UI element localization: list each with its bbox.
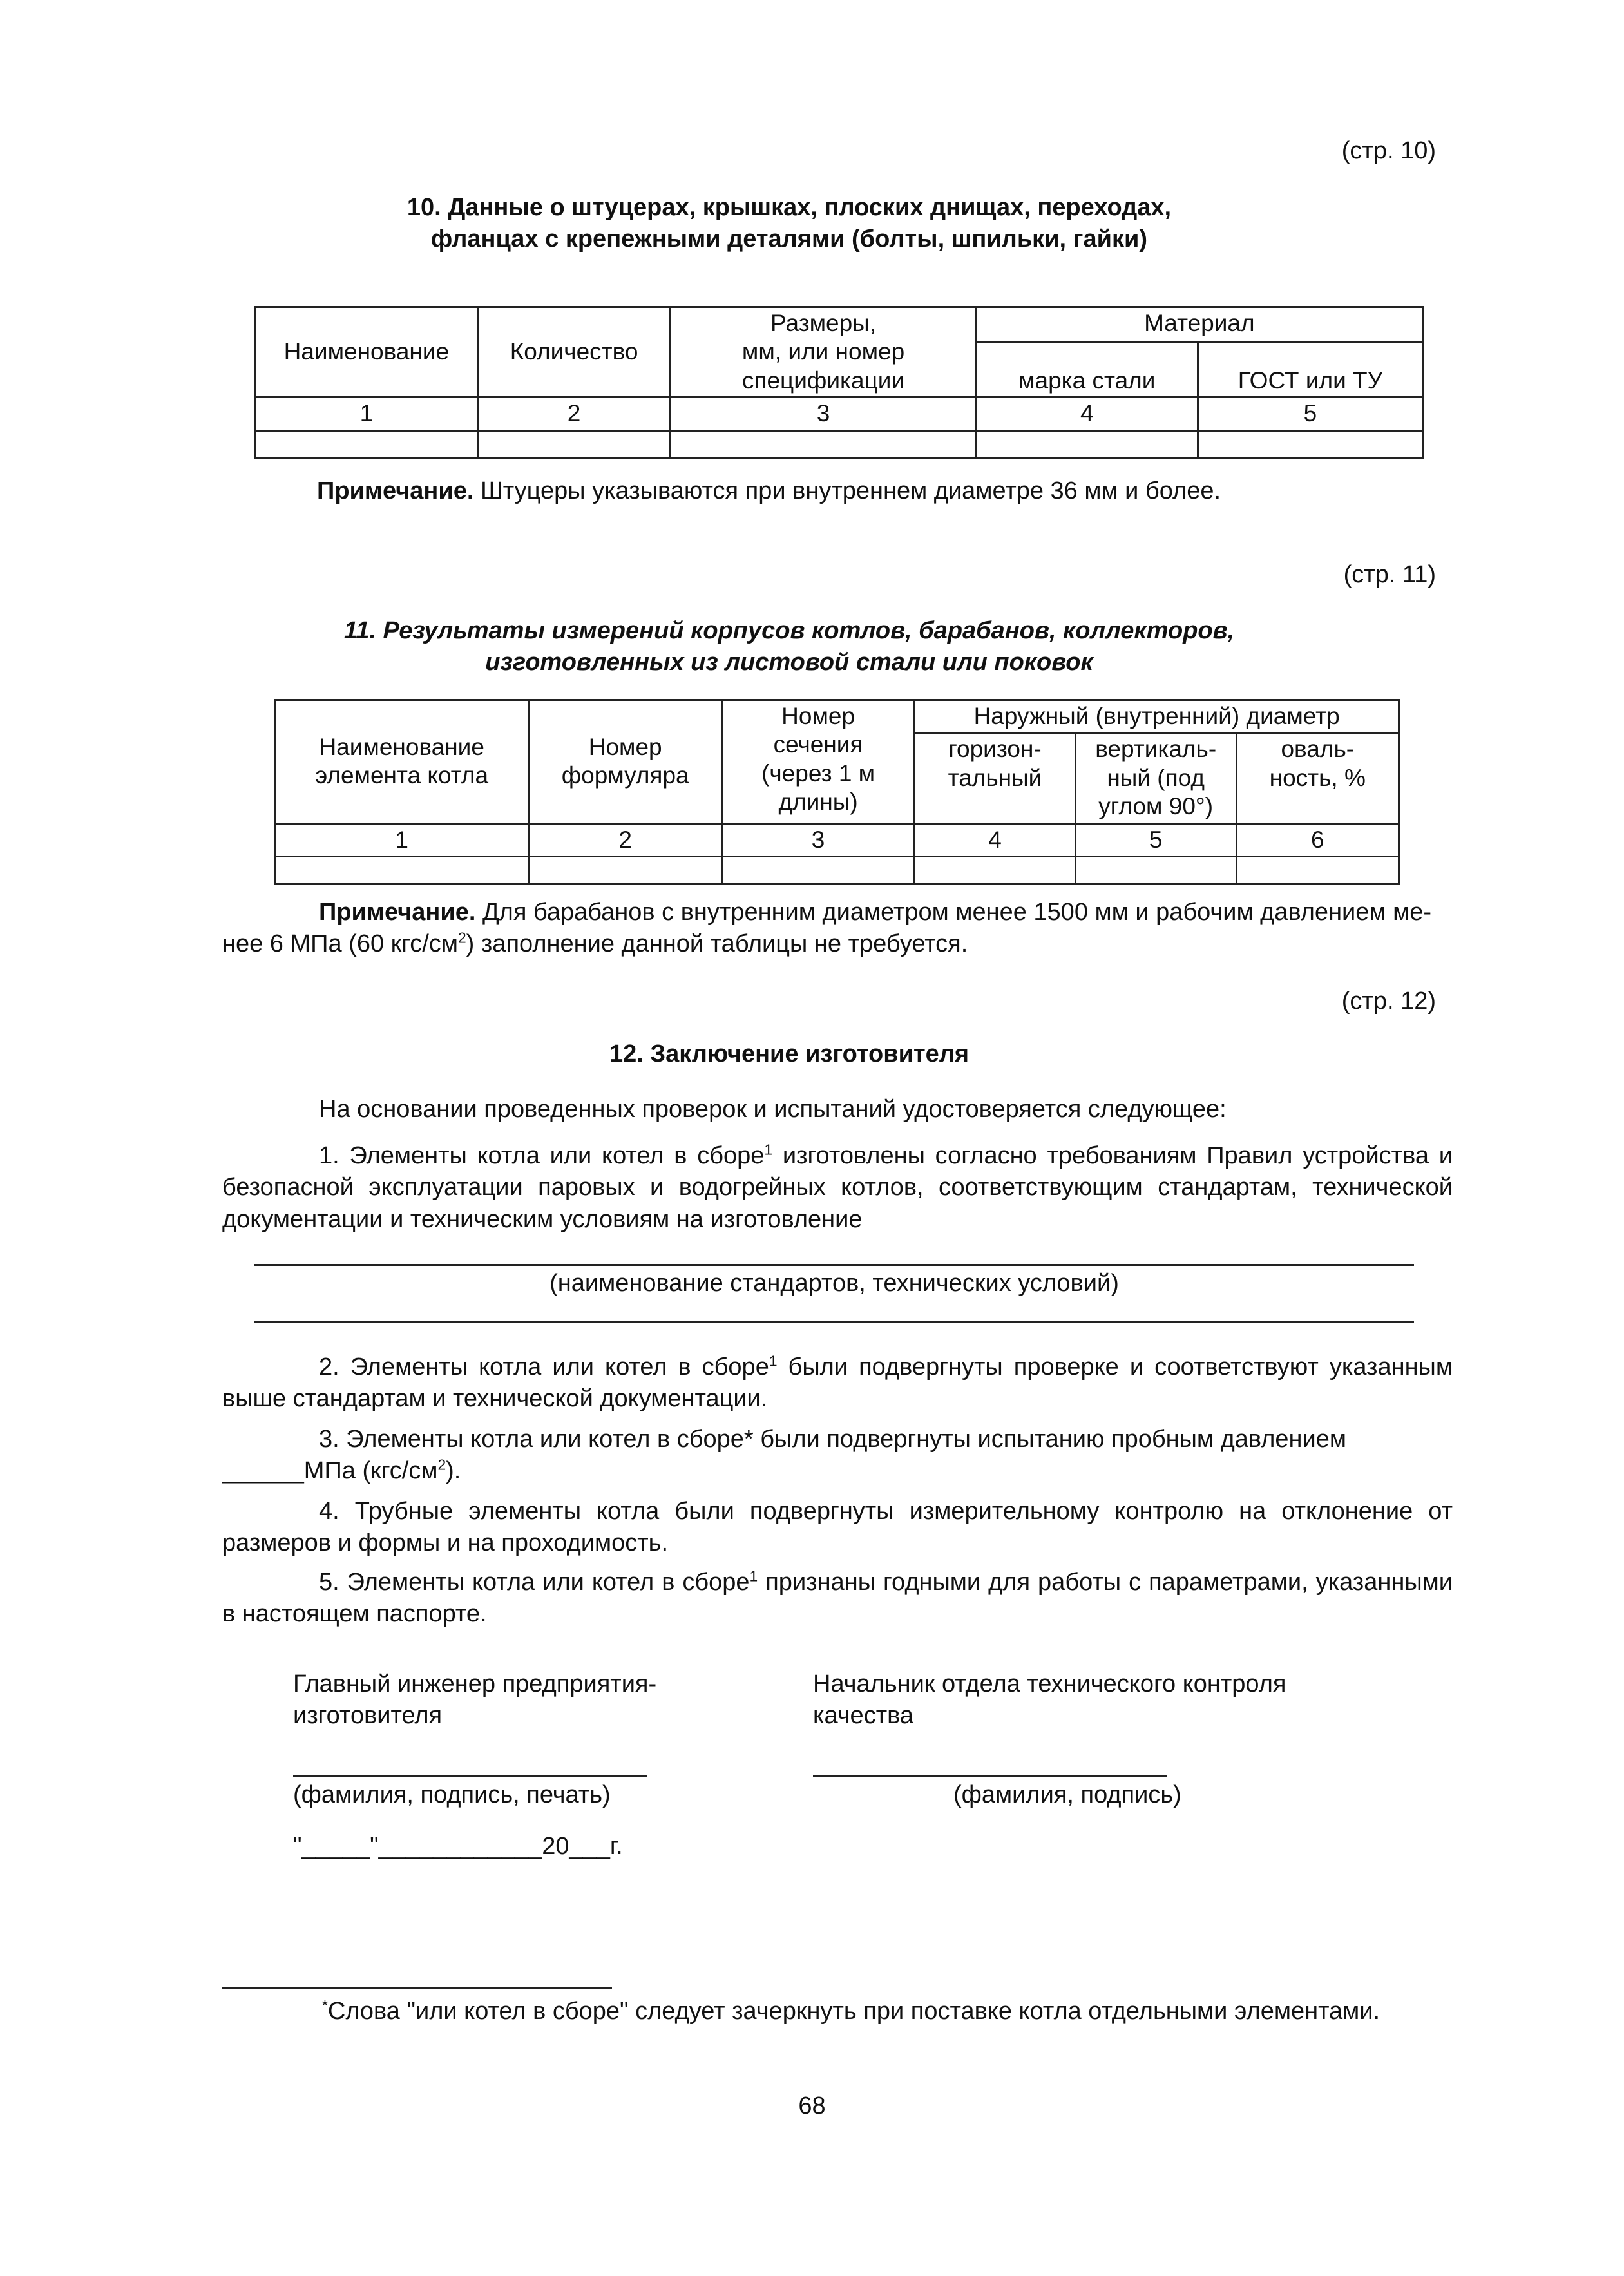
p3-text-b: ______МПа (кгс/см — [222, 1457, 438, 1485]
col-number: 5 — [1198, 397, 1422, 430]
col-number: 1 — [256, 397, 478, 430]
header-hor-l1: горизон- — [948, 736, 1042, 763]
table-cell — [1075, 856, 1236, 883]
header-sect-l4: длины) — [778, 789, 858, 816]
table-cell — [671, 430, 976, 457]
table-cell — [1236, 856, 1399, 883]
table-11 — [274, 699, 1400, 885]
p3-text-a: 3. Элементы котла или котел в сборе* были подвергнуты испытанию пробным давлением — [319, 1426, 1346, 1453]
p2-sup: 1 — [769, 1352, 778, 1370]
qc-head-title — [813, 1669, 1286, 1732]
table-cell — [915, 856, 1076, 883]
page-ref-11: (стр. 11) — [1343, 561, 1436, 588]
section-10-title — [193, 192, 1385, 256]
col-number: 2 — [477, 397, 671, 430]
note-11 — [222, 897, 1456, 961]
standards-line-1 — [254, 1264, 1414, 1266]
col-number: 1 — [275, 823, 529, 856]
p1-text-b: изготовлены согласно требованиям Правил устройства и безопасной эксплуатации паровых и водогрейных котлов, соответствующим стандартам, технической документации и техническим условиям на изготовление — [222, 1142, 1453, 1233]
header-form-l2: формуляра — [561, 762, 689, 789]
chief-engineer-title-l1: Главный инженер предприятия- — [293, 1670, 657, 1697]
note-10-text: Штуцеры указываются при внутреннем диаметре 36 мм и более. — [473, 477, 1221, 504]
section-10-title-line2: фланцах с крепежными деталями (болты, шпильки, гайки) — [430, 225, 1148, 253]
header-vert-l3: углом 90°) — [1098, 793, 1214, 820]
table-10-number-row — [256, 397, 1423, 430]
col-number: 3 — [721, 823, 914, 856]
conclusion-p1 — [222, 1140, 1453, 1236]
qc-head-title-l2: качества — [813, 1702, 913, 1730]
section-11-title-line1: 11. Результаты измерений корпусов котлов, барабанов, коллекторов, — [343, 617, 1235, 644]
p1-sup: 1 — [764, 1141, 773, 1158]
header-oval-l1: оваль- — [1281, 736, 1355, 763]
p4-text: 4. Трубные элементы котла были подвергнуты измерительному контролю на отклонение от размеров и формы и на проходимость. — [222, 1498, 1453, 1557]
page-ref-12: (стр. 12) — [1341, 988, 1436, 1015]
qc-head-caption: (фамилия, подпись) — [953, 1781, 1181, 1808]
header-element-l2: элемента котла — [315, 762, 489, 789]
header-sect-l3: (через 1 м — [761, 760, 875, 787]
header-steel-grade: марка стали — [976, 342, 1198, 397]
p1-text-a: 1. Элементы котла или котел в сборе — [319, 1142, 765, 1169]
footnote-separator — [222, 1987, 612, 1989]
header-vert-l2: ный (под — [1107, 764, 1205, 791]
col-number: 4 — [915, 823, 1076, 856]
p5-text-a: 5. Элементы котла или котел в сборе — [319, 1569, 750, 1596]
header-size-l2: мм, или номер — [741, 338, 905, 365]
standards-caption: (наименование стандартов, технических условий) — [549, 1270, 1119, 1297]
conclusion-p5 — [222, 1567, 1453, 1630]
note-11-text-b: нее 6 МПа (60 кгс/см — [222, 930, 458, 958]
col-number: 5 — [1075, 823, 1236, 856]
chief-engineer-signature-line — [293, 1775, 647, 1777]
header-vertical — [1075, 733, 1236, 823]
header-sect-l1: Номер — [781, 703, 855, 729]
header-section-number — [721, 700, 914, 824]
p2-text-a: 2. Элементы котла или котел в сборе — [319, 1353, 769, 1381]
table-cell — [275, 856, 529, 883]
qc-head-title-l1: Начальник отдела технического контроля — [813, 1670, 1286, 1697]
section-11-title-line2: изготовленных из листовой стали или поковок — [485, 649, 1093, 676]
table-cell — [256, 430, 478, 457]
col-number: 6 — [1236, 823, 1399, 856]
header-vert-l1: вертикаль- — [1095, 736, 1217, 763]
date-line: "_____"____________20___г. — [293, 1833, 623, 1860]
header-size-l3: спецификации — [741, 367, 905, 394]
header-quantity: Количество — [477, 307, 671, 397]
section-12-title: 12. Заключение изготовителя — [609, 1040, 970, 1067]
chief-engineer-title — [293, 1669, 656, 1732]
header-hor-l2: тальный — [948, 764, 1042, 791]
header-oval-l2: ность, % — [1269, 764, 1366, 791]
header-horizontal — [915, 733, 1076, 823]
table-row — [256, 430, 1423, 457]
p3-sup: 2 — [437, 1456, 446, 1473]
p2-text-b: были подвергнуты проверке и соответствуют указанным выше стандартам и технической документации. — [222, 1353, 1453, 1413]
table-10 — [254, 306, 1424, 459]
table-cell — [976, 430, 1198, 457]
section-11-title — [193, 615, 1385, 679]
table-cell — [529, 856, 722, 883]
note-11-sup: 2 — [457, 929, 466, 946]
header-ovality — [1236, 733, 1399, 823]
chief-engineer-caption: (фамилия, подпись, печать) — [293, 1781, 611, 1808]
header-diameter: Наружный (внутренний) диаметр — [915, 700, 1399, 733]
conclusion-intro: На основании проведенных проверок и испытаний удостоверяется следующее: — [319, 1096, 1227, 1123]
footnote-text: Слова "или котел в сборе" следует зачеркнуть при поставке котла отдельными элементами. — [327, 1998, 1380, 2025]
header-name: Наименование — [256, 307, 478, 397]
header-element — [275, 700, 529, 824]
note-10-label: Примечание. — [317, 477, 474, 504]
standards-line-2 — [254, 1321, 1414, 1323]
p5-sup: 1 — [749, 1567, 758, 1585]
header-element-l1: Наименование — [319, 733, 484, 760]
qc-head-signature-line — [813, 1775, 1167, 1777]
page-ref-10: (стр. 10) — [1341, 137, 1436, 164]
table-cell — [721, 856, 914, 883]
p3-text-c: ). — [446, 1457, 461, 1485]
chief-engineer-title-l2: изготовителя — [293, 1702, 443, 1730]
note-11-label: Примечание. — [319, 899, 476, 926]
header-form-number — [529, 700, 722, 824]
conclusion-p4 — [222, 1496, 1453, 1560]
note-11-text-c: ) заполнение данной таблицы не требуется. — [466, 930, 968, 958]
header-size-l1: Размеры, — [770, 310, 877, 336]
table-cell — [477, 430, 671, 457]
note-10 — [317, 475, 1221, 507]
table-11-number-row — [275, 823, 1399, 856]
note-11-text-a: Для барабанов с внутренним диаметром менее 1500 мм и рабочим давлением ме- — [475, 899, 1432, 926]
p5-text-b: признаны годными для работы с параметрами, указанными в настоящем паспорте. — [222, 1569, 1453, 1628]
col-number: 3 — [671, 397, 976, 430]
header-size — [671, 307, 976, 397]
footnote — [322, 1996, 1380, 2027]
col-number: 4 — [976, 397, 1198, 430]
header-form-l1: Номер — [588, 733, 662, 760]
header-gost: ГОСТ или ТУ — [1198, 342, 1422, 397]
header-material: Материал — [976, 307, 1422, 343]
table-cell — [1198, 430, 1422, 457]
page-number: 68 — [798, 2092, 826, 2119]
section-10-title-line1: 10. Данные о штуцерах, крышках, плоских днищах, переходах, — [406, 194, 1172, 221]
col-number: 2 — [529, 823, 722, 856]
header-sect-l2: сечения — [773, 731, 863, 758]
conclusion-p2 — [222, 1352, 1453, 1415]
footnote-mark: * — [322, 1996, 328, 2014]
table-row — [275, 856, 1399, 883]
conclusion-p3 — [222, 1424, 1453, 1487]
